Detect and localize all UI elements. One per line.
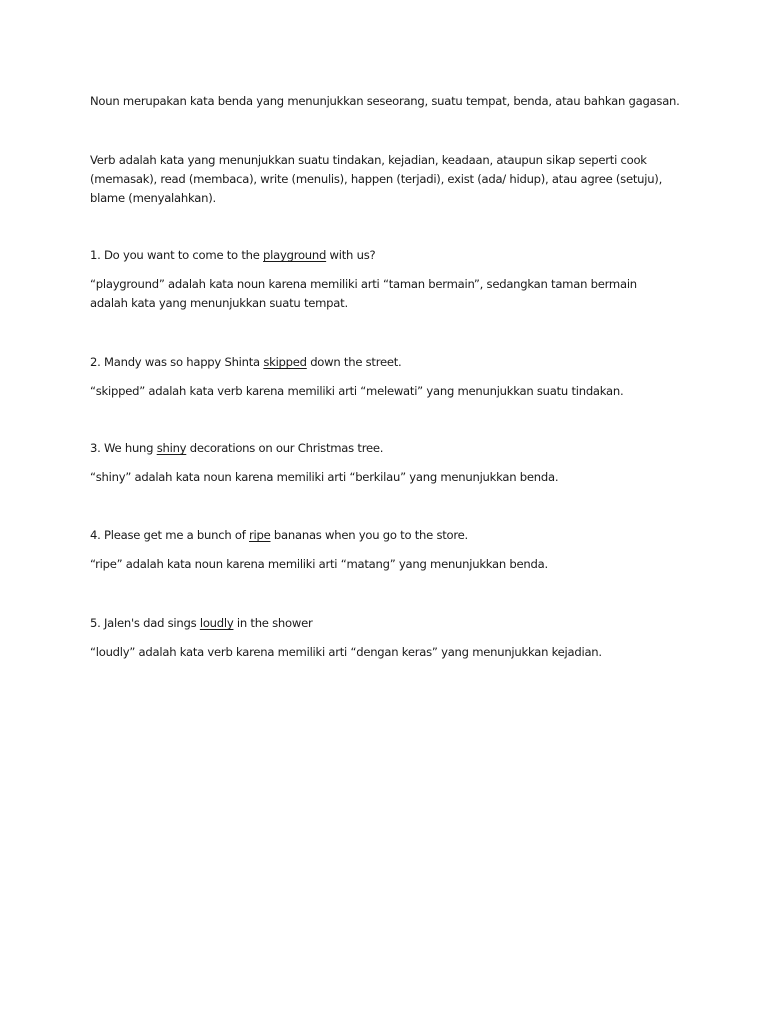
answer-1-line-2: adalah kata yang menunjukkan suatu tempat. — [90, 296, 348, 310]
question-3-keyword: shiny — [156, 441, 187, 455]
answer-1-line-1: “playground” adalah kata noun karena memiliki arti “taman bermain”, sedangkan taman bermain — [90, 277, 637, 291]
answer-4: “ripe” adalah kata noun karena memiliki arti “matang” yang menunjukkan benda. — [90, 557, 548, 571]
verb-definition-line-1: Verb adalah kata yang menunjukkan suatu tindakan, kejadian, keadaan, ataupun sikap seperti cook — [90, 153, 647, 167]
question-4-keyword: ripe — [249, 528, 271, 542]
question-1-after: with us? — [326, 248, 376, 262]
question-1-keyword: playground — [263, 248, 327, 262]
question-2-keyword: skipped — [263, 355, 307, 369]
question-4-after: bananas when you go to the store. — [270, 528, 468, 542]
noun-definition — [90, 92, 690, 111]
question-5 — [90, 614, 690, 633]
answer-5: “loudly” adalah kata verb karena memiliki arti “dengan keras” yang menunjukkan kejadian. — [90, 645, 602, 659]
verb-definition-line-2: (memasak), read (membaca), write (menulis), happen (terjadi), exist (ada/ hidup), atau agree (setuju), — [90, 172, 663, 186]
answer-3: “shiny” adalah kata noun karena memiliki arti “berkilau” yang menunjukkan benda. — [90, 470, 559, 484]
question-5-keyword: loudly — [199, 616, 234, 630]
question-2-after: down the street. — [306, 355, 402, 369]
question-2 — [90, 353, 690, 372]
question-3 — [90, 439, 690, 458]
verb-definition-line-3: blame (menyalahkan). — [90, 191, 216, 205]
question-5-after: in the shower — [233, 616, 313, 630]
question-1 — [90, 246, 690, 265]
answer-2: “skipped” adalah kata verb karena memiliki arti “melewati” yang menunjukkan suatu tindakan. — [90, 384, 624, 398]
question-2-before: 2. Mandy was so happy Shinta — [90, 355, 264, 369]
question-4-before: 4. Please get me a bunch of — [90, 528, 250, 542]
noun-definition-text: Noun merupakan kata benda yang menunjukkan seseorang, suatu tempat, benda, atau bahkan gagasan. — [90, 94, 680, 108]
question-3-after: decorations on our Christmas tree. — [186, 441, 384, 455]
question-3-before: 3. We hung — [90, 441, 157, 455]
question-1-before: 1. Do you want to come to the — [90, 248, 264, 262]
question-5-before: 5. Jalen's dad sings — [90, 616, 200, 630]
question-4 — [90, 526, 690, 545]
